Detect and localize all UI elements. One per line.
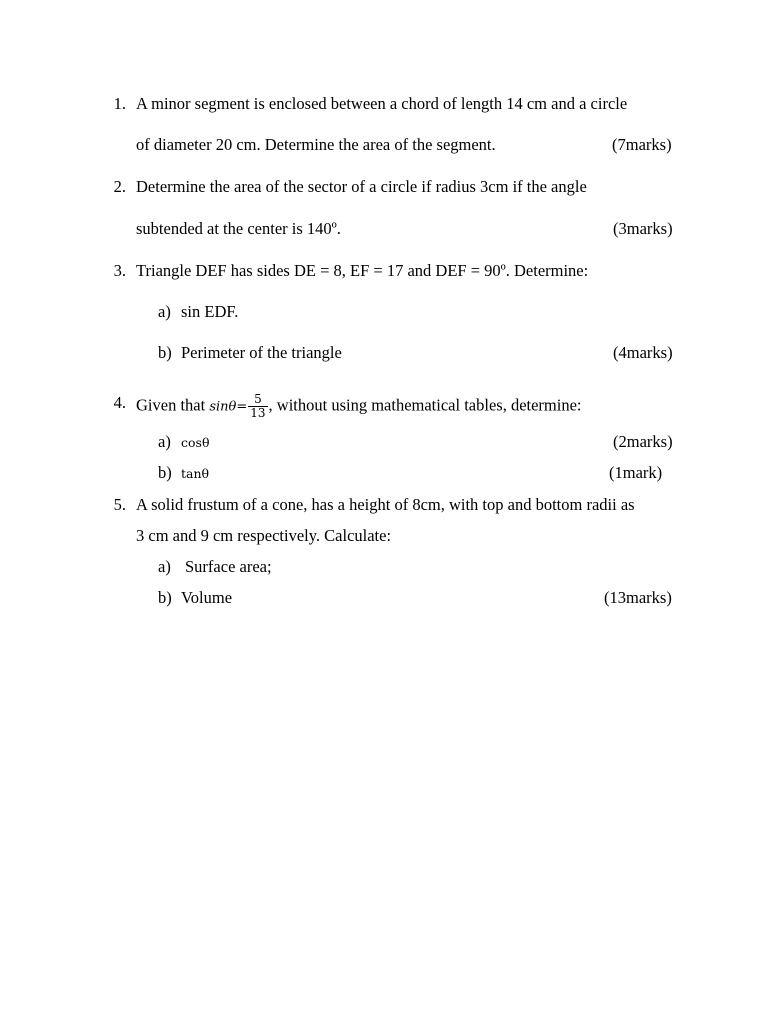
question-number: 1.: [113, 94, 126, 113]
question-text: [136, 393, 582, 420]
marks-label: (1mark): [609, 463, 663, 482]
marks-label: (2marks): [613, 432, 673, 451]
question-text: of diameter 20 cm. Determine the area of the segment.: [136, 135, 496, 154]
question-text: A solid frustum of a cone, has a height of 8cm, with top and bottom radii as: [136, 495, 635, 514]
question-intro: Given that: [136, 395, 206, 415]
cos-theta-expression: cosθ: [181, 435, 210, 450]
part-label: b): [158, 463, 172, 482]
fraction-numerator: 5: [248, 393, 267, 407]
question-text: 3 cm and 9 cm respectively. Calculate:: [136, 526, 392, 545]
part-text: Perimeter of the triangle: [181, 343, 342, 362]
part-text: sin EDF.: [181, 302, 239, 321]
fraction: [248, 393, 267, 420]
question-number: 2.: [113, 177, 126, 196]
marks-label: (7marks): [612, 135, 672, 154]
part-label: a): [158, 557, 171, 576]
part-text: Surface area;: [185, 557, 272, 576]
question-rest: , without using mathematical tables, determine:: [268, 395, 582, 415]
question-number: 4.: [113, 393, 126, 412]
marks-label: (13marks): [604, 588, 672, 607]
part-label: a): [158, 432, 171, 451]
question-text: Triangle DEF has sides DE = 8, EF = 17 and DEF = 90º. Determine:: [136, 261, 589, 280]
tan-theta-expression: tanθ: [181, 466, 210, 481]
part-text: Volume: [181, 588, 233, 607]
part-label: b): [158, 343, 172, 362]
marks-label: (3marks): [613, 219, 673, 238]
question-number: 3.: [113, 261, 126, 280]
question-text: Determine the area of the sector of a circle if radius 3cm if the angle: [136, 177, 587, 196]
question-text: subtended at the center is 140º.: [136, 219, 341, 238]
part-label: b): [158, 588, 172, 607]
sine-expression: sinθ=: [209, 399, 248, 415]
part-label: a): [158, 302, 171, 321]
question-number: 5.: [113, 495, 126, 514]
question-text: A minor segment is enclosed between a chord of length 14 cm and a circle: [136, 94, 628, 113]
fraction-denominator: 13: [250, 406, 266, 420]
marks-label: (4marks): [613, 343, 673, 362]
